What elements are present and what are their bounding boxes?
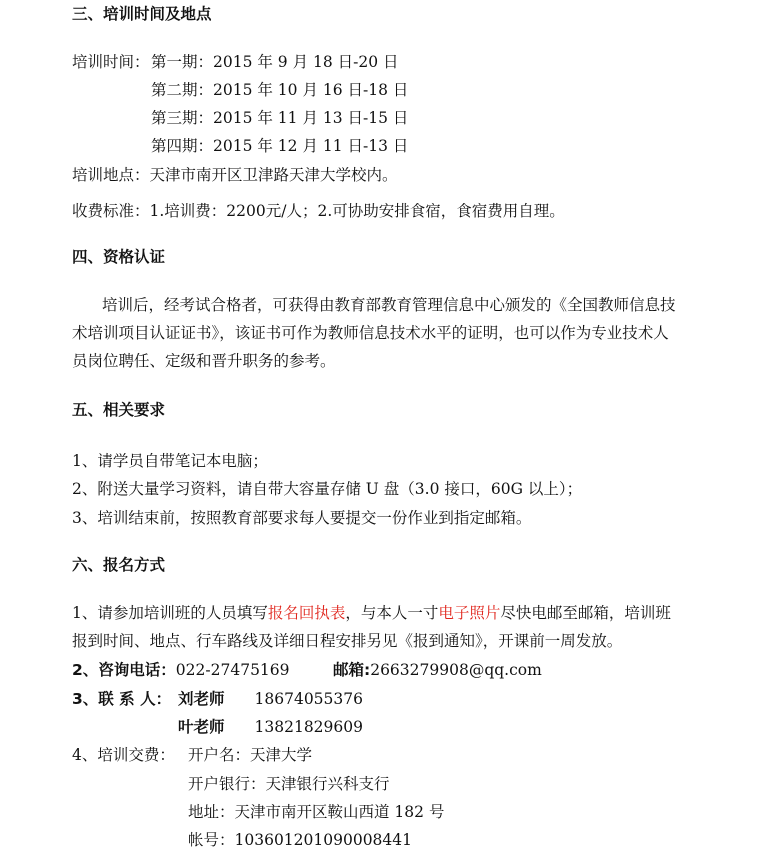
account-name: 开户名：天津大学	[188, 746, 313, 764]
bank-name: 开户银行：天津银行兴科支行	[188, 775, 390, 793]
requirement-1: 1、请学员自带笔记本电脑；	[72, 452, 268, 470]
registration-text-a: 1、请参加培训班的人员填写	[72, 604, 268, 622]
contact-2-phone: 13821829609	[254, 718, 363, 736]
consult-line	[72, 659, 290, 681]
consult-phone: 022-27475169	[175, 661, 290, 679]
requirement-3: 3、培训结束前，按照教育部要求每人要提交一份作业到指定邮箱。	[72, 509, 532, 527]
requirement-2: 2、附送大量学习资料，请自带大容量存储 U 盘（3.0 接口，60G 以上）；	[72, 480, 583, 498]
cert-paragraph-line-1: 培训后，经考试合格者，可获得由教育部教育管理信息中心颁发的《全国教师信息技	[102, 296, 676, 314]
account-number: 帐号：103601201090008441	[188, 831, 413, 849]
session-2: 第二期：2015 年 10 月 16 日-18 日	[151, 81, 409, 99]
session-4: 第四期：2015 年 12 月 11 日-13 日	[151, 137, 409, 155]
electronic-photo-text: 电子照片	[438, 604, 501, 622]
contact-1	[178, 688, 363, 710]
section-6-title: 六、报名方式	[72, 556, 166, 574]
email-line	[333, 659, 542, 681]
contact-1-phone: 18674055376	[254, 690, 363, 708]
consult-label: 2、咨询电话：	[72, 661, 176, 679]
cert-paragraph-line-3: 员岗位聘任、定级和晋升职务的参考。	[72, 352, 336, 370]
email-value: 2663279908@qq.com	[370, 661, 542, 679]
contact-1-name: 刘老师	[178, 690, 225, 708]
contact-2	[178, 716, 363, 738]
training-location: 培训地点：天津市南开区卫津路天津大学校内。	[72, 166, 398, 184]
registration-form-link: 报名回执表	[267, 604, 346, 622]
registration-line-1	[72, 602, 671, 624]
cert-paragraph-line-2: 术培训项目认证证书》，该证书可作为教师信息技术水平的证明，也可以作为专业技术人	[72, 324, 669, 342]
session-1: 第一期：2015 年 9 月 18 日-20 日	[151, 53, 399, 71]
payment-label: 4、培训交费：	[72, 746, 175, 764]
registration-text-b: ，与本人一寸	[345, 604, 439, 622]
session-3: 第三期：2015 年 11 月 13 日-15 日	[151, 109, 409, 127]
registration-line-2: 报到时间、地点、行车路线及详细日程安排另见《报到通知》，开课前一周发放。	[72, 632, 623, 650]
section-3-title: 三、培训时间及地点	[72, 5, 212, 23]
registration-text-c: 尽快电邮至邮箱，培训班	[500, 604, 671, 622]
email-label: 邮箱:	[333, 661, 371, 679]
section-5-title: 五、相关要求	[72, 401, 166, 419]
contact-label: 3、联 系 人：	[72, 690, 172, 708]
section-4-title: 四、资格认证	[72, 248, 166, 266]
fee-standard: 收费标准：1.培训费：2200元/人；2.可协助安排食宿，食宿费用自理。	[72, 202, 565, 220]
bank-address: 地址：天津市南开区鞍山西道 182 号	[188, 803, 445, 821]
training-time-label: 培训时间：	[72, 53, 150, 71]
contact-2-name: 叶老师	[178, 718, 225, 736]
